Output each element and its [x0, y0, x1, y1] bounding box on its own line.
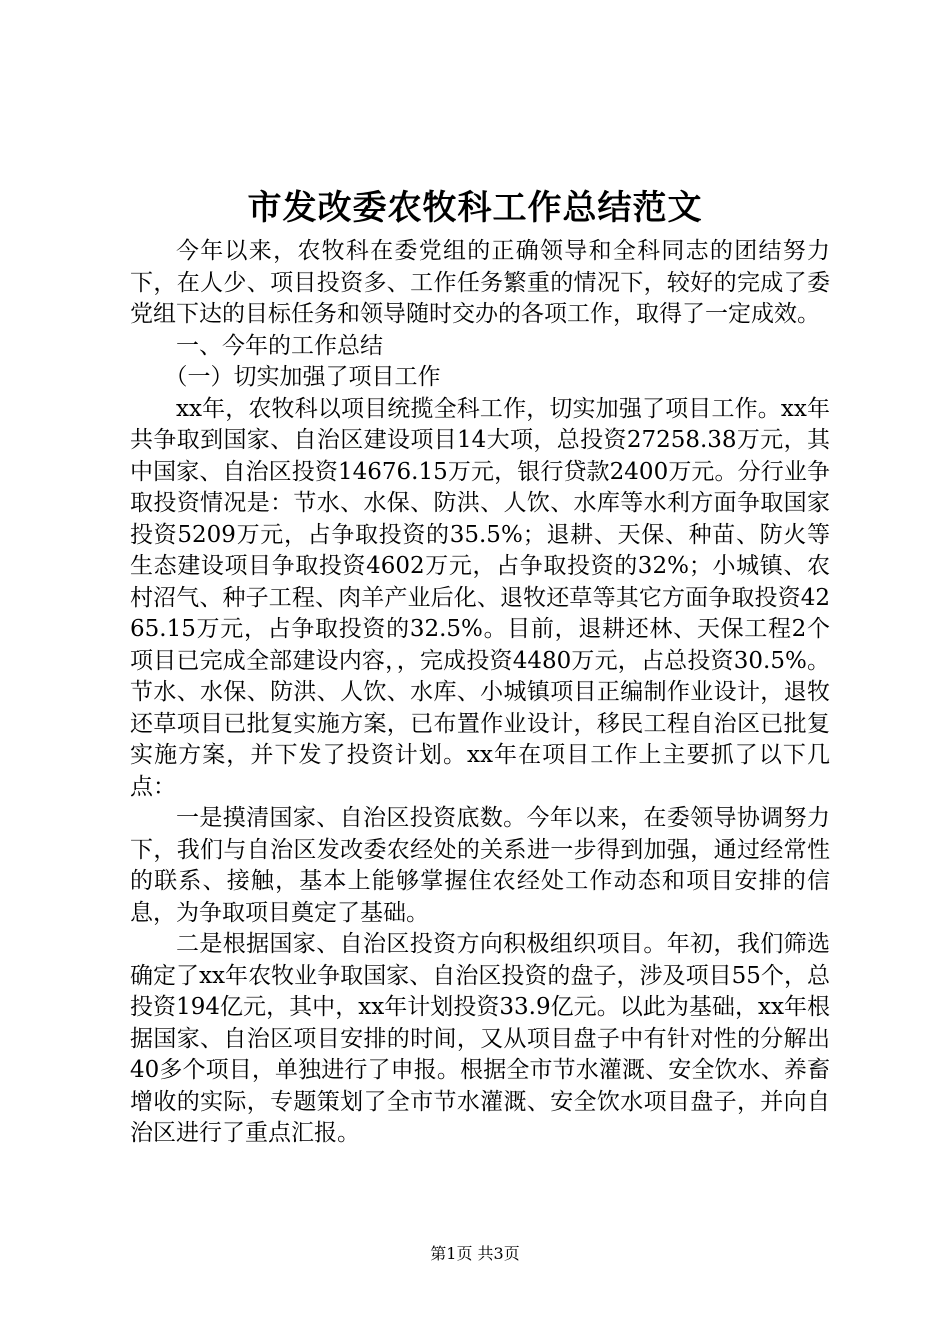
body-paragraph-point-two: 二是根据国家、自治区投资方向积极组织项目。年初，我们筛选确定了xx年农牧业争取国家、自治区投资的盘子，涉及项目55个，总投资194亿元，其中，xx年计划投资33.9亿元。以此为基础，xx年根据国家、自治区项目安排的时间，又从项目盘子中有针对性的分解出40多个项目，单独进行了申报。根据全市节水灌溉、安全饮水、养畜增收的实际，专题策划了全市节水灌溉、安全饮水项目盘子，并向自治区进行了重点汇报。 [130, 931, 830, 1146]
section-heading: 一、今年的工作总结 [176, 332, 383, 359]
subsection-heading: （一）切实加强了项目工作 [164, 364, 441, 390]
intro-paragraph: 今年以来，农牧科在委党组的正确领导和全科同志的团结努力下，在人少、项目投资多、工作任务繁重的情况下，较好的完成了委党组下达的目标任务和领导随时交办的各项工作，取得了一定成效。 [130, 238, 830, 327]
document-body [130, 236, 830, 1150]
body-paragraph-point-one: 一是摸清国家、自治区投资底数。今年以来，在委领导协调努力下，我们与自治区发改委农经处的关系进一步得到加强，通过经常性的联系、接触，基本上能够掌握住农经处工作动态和项目安排的信息，为争取项目奠定了基础。 [130, 805, 830, 926]
document-title: 市发改委农牧科工作总结范文 [247, 188, 703, 228]
body-paragraph-projects: xx年，农牧科以项目统揽全科工作，切实加强了项目工作。xx年共争取到国家、自治区建设项目14大项，总投资27258.38万元，其中国家、自治区投资14676.15万元，银行贷款2400万元。分行业争取投资情况是：节水、水保、防洪、人饮、水库等水利方面争取国家投资5209万元，占争取投资的35.5%；退耕、天保、种苗、防火等生态建设项目争取投资4602万元，占争取投资的32%；小城镇、农村沼气、种子工程、肉羊产业后化、退牧还草等其它方面争取投资4265.15万元，占争取投资的32.5%。目前，退耕还林、天保工程2个项目已完成全部建设内容，，完成投资4480万元，占总投资30.5%。节水、水保、防洪、人饮、水库、小城镇项目正编制作业设计，退牧还草项目已批复实施方案，已布置作业设计，移民工程自治区已批复实施方案，并下发了投资计划。xx年在项目工作上主要抓了以下几点： [130, 395, 830, 800]
page-number-footer: 第1页 共3页 [430, 1244, 520, 1263]
